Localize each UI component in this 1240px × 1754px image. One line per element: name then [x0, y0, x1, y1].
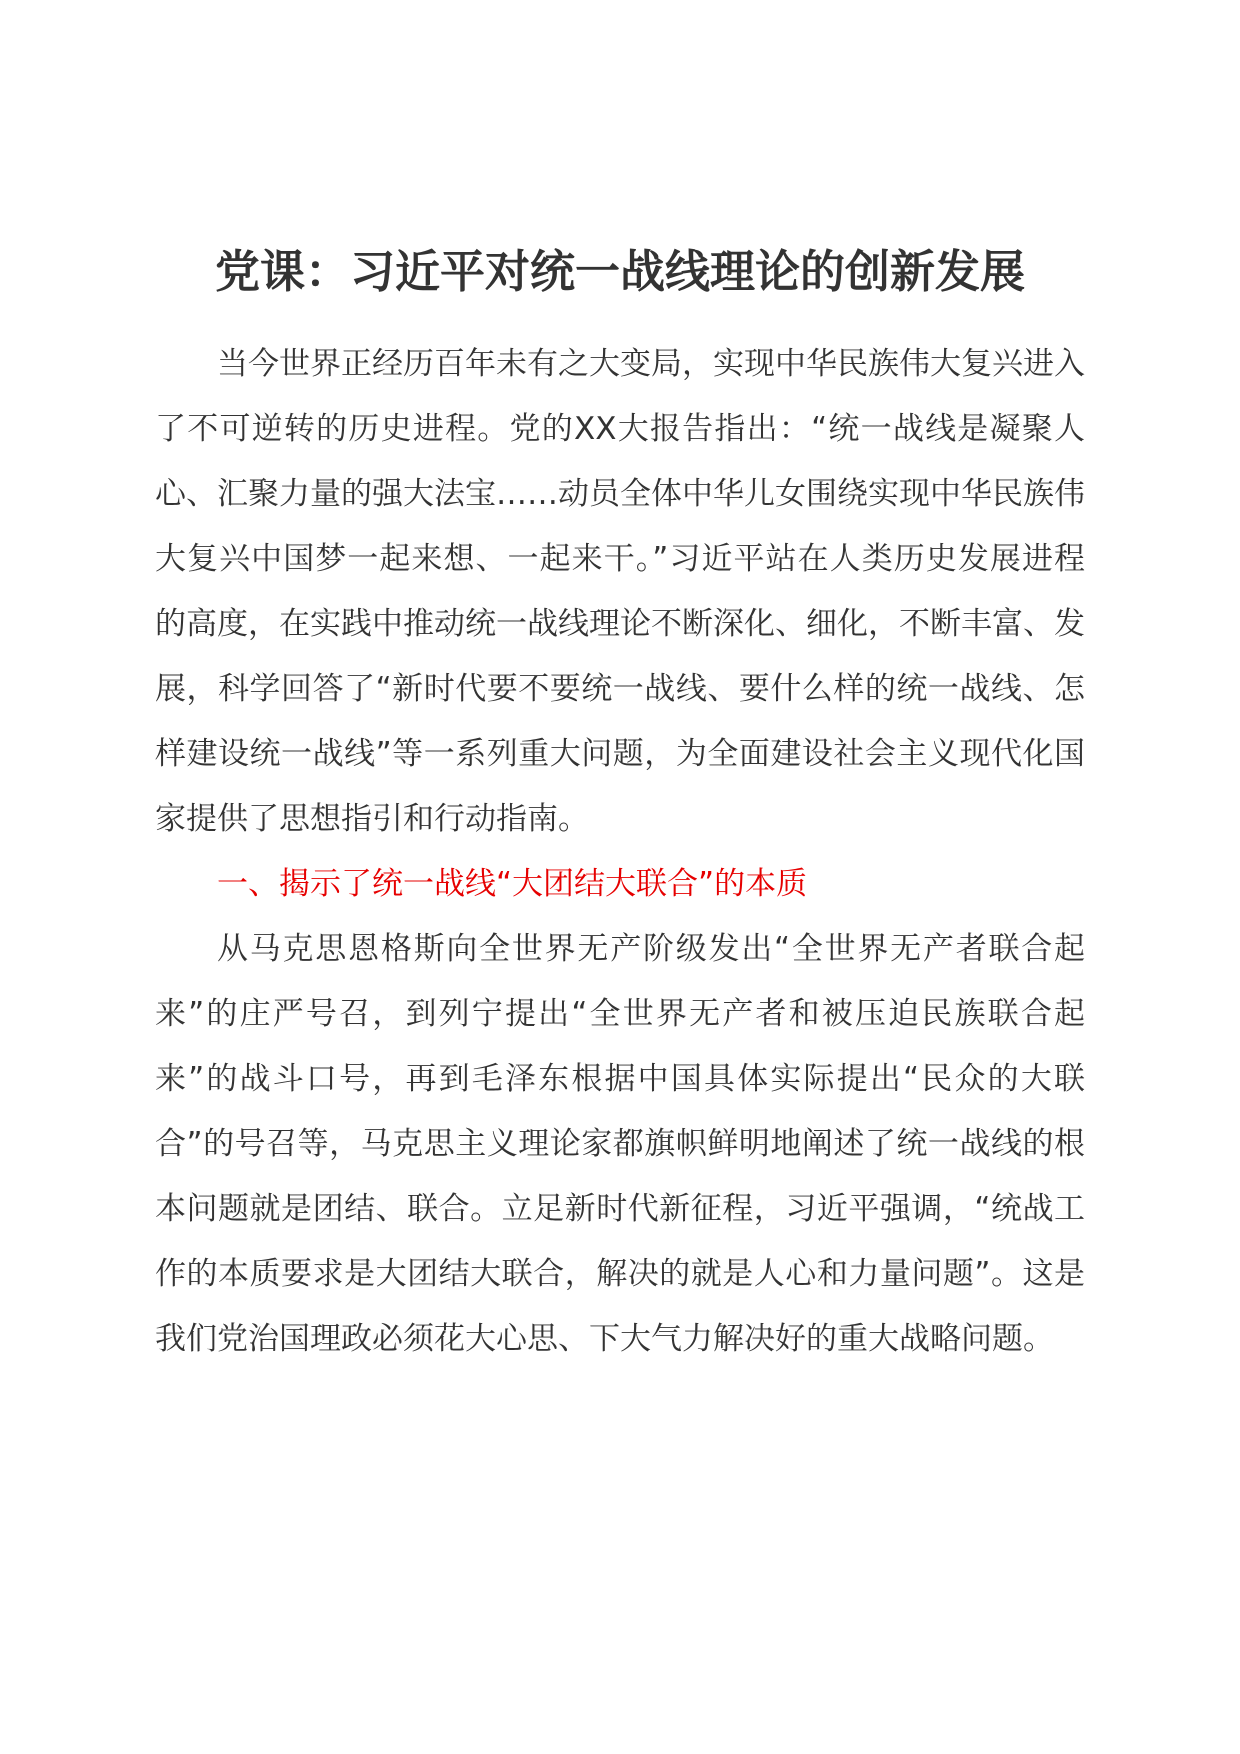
document-body [155, 332, 1085, 1372]
intro-paragraph: 当今世界正经历百年未有之大变局，实现中华民族伟大复兴进入了不可逆转的历史进程。党的XX大报告指出：“统一战线是凝聚人心、汇聚力量的强大法宝……动员全体中华儿女围绕实现中华民族伟大复兴中国梦一起来想、一起来干。”习近平站在人类历史发展进程的高度，在实践中推动统一战线理论不断深化、细化，不断丰富、发展，科学回答了“新时代要不要统一战线、要什么样的统一战线、怎样建设统一战线”等一系列重大问题，为全面建设社会主义现代化国家提供了思想指引和行动指南。 [155, 346, 1085, 837]
document-title: 党课：习近平对统一战线理论的创新发展 [214, 245, 1025, 298]
section-heading: 一、揭示了统一战线“大团结大联合”的本质 [217, 866, 808, 902]
section-paragraph: 从马克思恩格斯向全世界无产阶级发出“全世界无产者联合起来”的庄严号召，到列宁提出“全世界无产者和被压迫民族联合起来”的战斗口号，再到毛泽东根据中国具体实际提出“民众的大联合”的号召等，马克思主义理论家都旗帜鲜明地阐述了统一战线的根本问题就是团结、联合。立足新时代新征程，习近平强调，“统战工作的本质要求是大团结大联合，解决的就是人心和力量问题”。这是我们党治国理政必须花大心思、下大气力解决好的重大战略问题。 [155, 931, 1085, 1357]
